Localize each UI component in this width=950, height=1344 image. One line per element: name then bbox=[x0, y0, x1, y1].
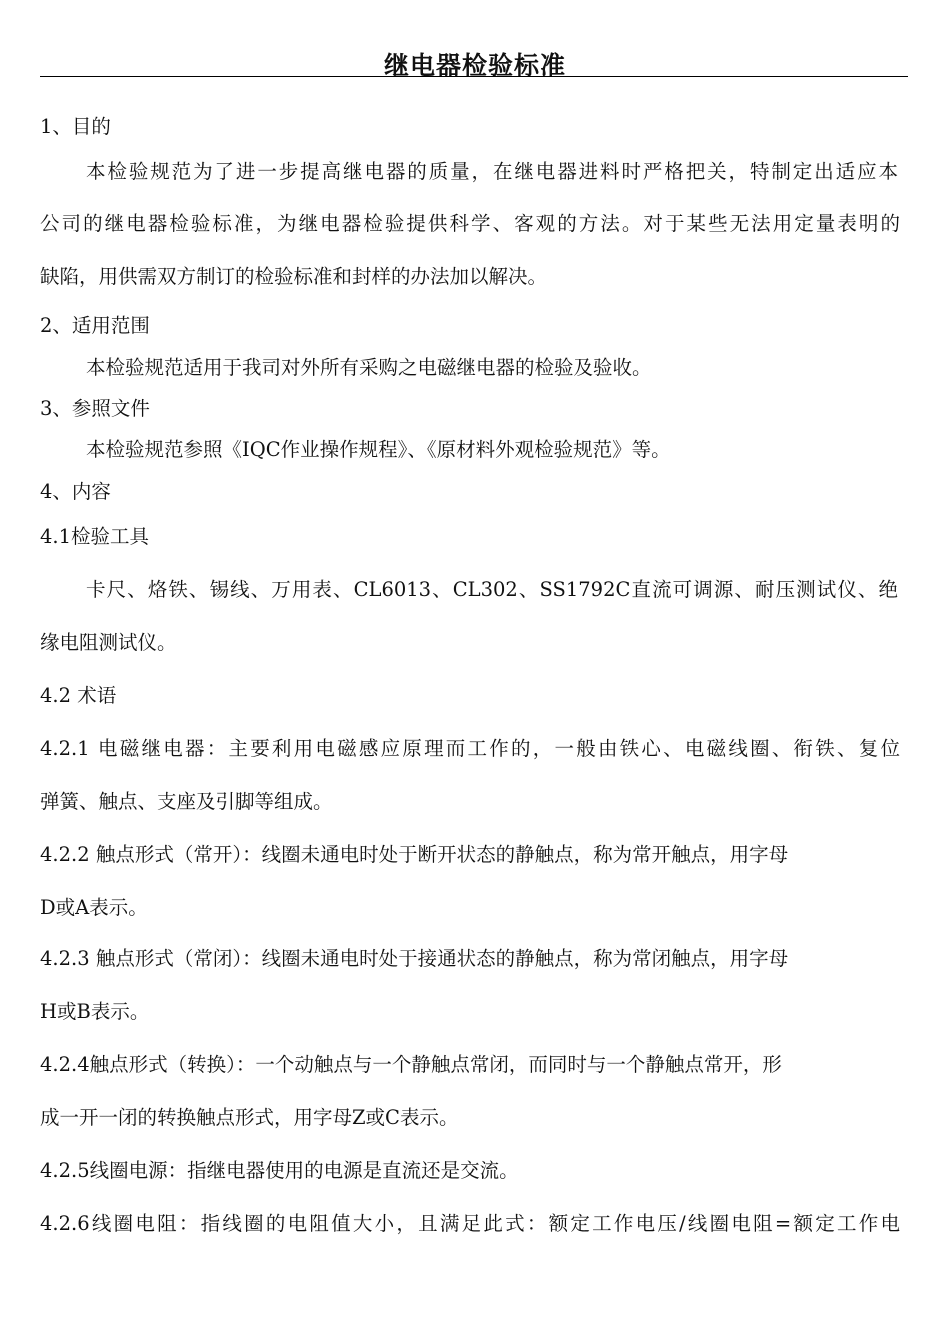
paragraph-line: 本检验规范为了进一步提高继电器的质量，在继电器进料时严格把关，特制定出适应本 bbox=[86, 160, 898, 183]
paragraph-line: H或B表示。 bbox=[40, 1000, 150, 1023]
paragraph-line: 本检验规范参照《IQC作业操作规程》、《原材料外观检验规范》等。 bbox=[86, 438, 671, 461]
paragraph-line: 4.2.3 触点形式（常闭）：线圈未通电时处于接通状态的静触点，称为常闭触点，用字母 bbox=[40, 947, 789, 970]
title-underline bbox=[40, 76, 908, 77]
paragraph-line: 4.2.4触点形式（转换）：一个动触点与一个静触点常闭，而同时与一个静触点常开，形 bbox=[40, 1053, 782, 1076]
paragraph-line: 缺陷，用供需双方制订的检验标准和封样的办法加以解决。 bbox=[40, 265, 548, 288]
subsection-heading-terms: 4.2 术语 bbox=[40, 684, 117, 707]
paragraph-line: 本检验规范适用于我司对外所有采购之电磁继电器的检验及验收。 bbox=[86, 356, 652, 379]
paragraph-line: 4.2.5线圈电源：指继电器使用的电源是直流还是交流。 bbox=[40, 1159, 519, 1182]
section-heading-purpose: 1、目的 bbox=[40, 115, 111, 138]
paragraph-line: 公司的继电器检验标准，为继电器检验提供科学、客观的方法。对于某些无法用定量表明的 bbox=[40, 212, 900, 235]
document-title: 继电器检验标准 bbox=[383, 51, 566, 80]
section-heading-references: 3、参照文件 bbox=[40, 397, 150, 420]
paragraph-line: 4.2.1 电磁继电器：主要利用电磁感应原理而工作的，一般由铁心、电磁线圈、衔铁、复位 bbox=[40, 737, 900, 760]
subsection-heading-tools: 4.1检验工具 bbox=[40, 525, 150, 548]
paragraph-line: 卡尺、烙铁、锡线、万用表、CL6013、CL302、SS1792C直流可调源、耐压测试仪、绝 bbox=[86, 578, 898, 601]
paragraph-line: D或A表示。 bbox=[40, 896, 148, 919]
paragraph-line: 缘电阻测试仪。 bbox=[40, 631, 177, 654]
paragraph-line: 4.2.2 触点形式（常开）：线圈未通电时处于断开状态的静触点，称为常开触点，用字母 bbox=[40, 843, 789, 866]
section-heading-content: 4、内容 bbox=[40, 480, 111, 503]
paragraph-line: 4.2.6线圈电阻：指线圈的电阻值大小，且满足此式：额定工作电压/线圈电阻=额定工作电 bbox=[40, 1212, 900, 1235]
paragraph-line: 成一开一闭的转换触点形式，用字母Z或C表示。 bbox=[40, 1106, 459, 1129]
section-heading-scope: 2、适用范围 bbox=[40, 314, 150, 337]
paragraph-line: 弹簧、触点、支座及引脚等组成。 bbox=[40, 790, 333, 813]
